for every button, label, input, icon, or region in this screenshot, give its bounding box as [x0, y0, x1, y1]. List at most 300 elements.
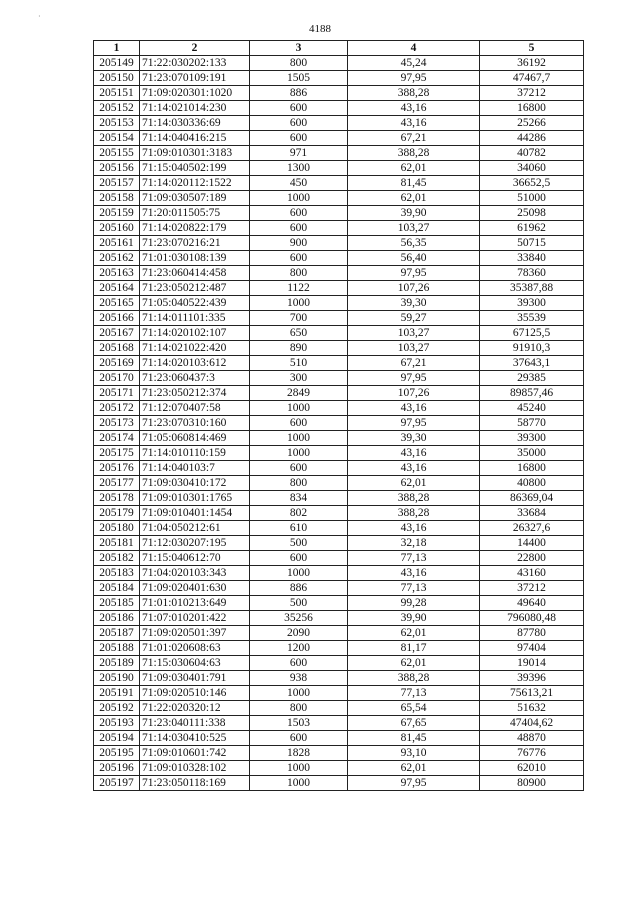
- rate-cell: 43,16: [348, 461, 480, 476]
- cadastral-number-cell: 71:23:060414:458: [140, 266, 250, 281]
- rate-cell: 97,95: [348, 776, 480, 791]
- cadastral-number-cell: 71:09:030401:791: [140, 671, 250, 686]
- row-number-cell: 205176: [94, 461, 140, 476]
- cadastral-number-cell: 71:12:070407:58: [140, 401, 250, 416]
- amount-cell: 796080,48: [480, 611, 584, 626]
- area-cell: 1503: [250, 716, 348, 731]
- amount-cell: 35539: [480, 311, 584, 326]
- cadastral-number-cell: 71:15:040502:199: [140, 161, 250, 176]
- cadastral-number-cell: 71:22:020320:12: [140, 701, 250, 716]
- table-row: [94, 386, 584, 401]
- area-cell: 610: [250, 521, 348, 536]
- rate-cell: 62,01: [348, 476, 480, 491]
- area-cell: 1122: [250, 281, 348, 296]
- rate-cell: 81,17: [348, 641, 480, 656]
- amount-cell: 97404: [480, 641, 584, 656]
- table-row: [94, 416, 584, 431]
- rate-cell: 43,16: [348, 521, 480, 536]
- cadastral-number-cell: 71:04:050212:61: [140, 521, 250, 536]
- cadastral-number-cell: 71:22:030202:133: [140, 56, 250, 71]
- rate-cell: 39,90: [348, 206, 480, 221]
- cadastral-number-cell: 71:14:020112:1522: [140, 176, 250, 191]
- table-row: [94, 371, 584, 386]
- area-cell: 600: [250, 221, 348, 236]
- table-row: [94, 266, 584, 281]
- rate-cell: 62,01: [348, 161, 480, 176]
- area-cell: 1000: [250, 191, 348, 206]
- area-cell: 1000: [250, 431, 348, 446]
- row-number-cell: 205184: [94, 581, 140, 596]
- area-cell: 600: [250, 551, 348, 566]
- amount-cell: 35000: [480, 446, 584, 461]
- area-cell: 600: [250, 101, 348, 116]
- table-row: [94, 446, 584, 461]
- area-cell: 1300: [250, 161, 348, 176]
- amount-cell: 48870: [480, 731, 584, 746]
- amount-cell: 33684: [480, 506, 584, 521]
- row-number-cell: 205150: [94, 71, 140, 86]
- row-number-cell: 205168: [94, 341, 140, 356]
- cadastral-number-cell: 71:14:020103:612: [140, 356, 250, 371]
- amount-cell: 39300: [480, 431, 584, 446]
- row-number-cell: 205190: [94, 671, 140, 686]
- cadastral-number-cell: 71:20:011505:75: [140, 206, 250, 221]
- amount-cell: 87780: [480, 626, 584, 641]
- table-row: [94, 776, 584, 791]
- table-row: [94, 401, 584, 416]
- cadastral-number-cell: 71:09:020510:146: [140, 686, 250, 701]
- area-cell: 35256: [250, 611, 348, 626]
- rate-cell: 99,28: [348, 596, 480, 611]
- rate-cell: 39,90: [348, 611, 480, 626]
- area-cell: 938: [250, 671, 348, 686]
- amount-cell: 37643,1: [480, 356, 584, 371]
- row-number-cell: 205160: [94, 221, 140, 236]
- rate-cell: 81,45: [348, 731, 480, 746]
- row-number-cell: 205189: [94, 656, 140, 671]
- table-row: [94, 71, 584, 86]
- area-cell: 1000: [250, 761, 348, 776]
- cadastral-number-cell: 71:14:010110:159: [140, 446, 250, 461]
- area-cell: 802: [250, 506, 348, 521]
- cadastral-number-cell: 71:23:040111:338: [140, 716, 250, 731]
- table-row: [94, 566, 584, 581]
- rate-cell: 388,28: [348, 146, 480, 161]
- area-cell: 886: [250, 86, 348, 101]
- amount-cell: 91910,3: [480, 341, 584, 356]
- area-cell: 600: [250, 251, 348, 266]
- table-row: [94, 341, 584, 356]
- cadastral-number-cell: 71:14:021022:420: [140, 341, 250, 356]
- amount-cell: 51632: [480, 701, 584, 716]
- table-row: [94, 296, 584, 311]
- rate-cell: 97,95: [348, 371, 480, 386]
- table-row: [94, 86, 584, 101]
- area-cell: 700: [250, 311, 348, 326]
- table-row: [94, 236, 584, 251]
- cadastral-number-cell: 71:14:040416:215: [140, 131, 250, 146]
- amount-cell: 78360: [480, 266, 584, 281]
- area-cell: 800: [250, 56, 348, 71]
- rate-cell: 56,40: [348, 251, 480, 266]
- cadastral-number-cell: 71:23:060437:3: [140, 371, 250, 386]
- row-number-cell: 205194: [94, 731, 140, 746]
- area-cell: 450: [250, 176, 348, 191]
- area-cell: 2849: [250, 386, 348, 401]
- cadastral-number-cell: 71:14:020822:179: [140, 221, 250, 236]
- area-cell: 886: [250, 581, 348, 596]
- row-number-cell: 205186: [94, 611, 140, 626]
- amount-cell: 43160: [480, 566, 584, 581]
- area-cell: 1828: [250, 746, 348, 761]
- area-cell: 600: [250, 206, 348, 221]
- area-cell: 1505: [250, 71, 348, 86]
- cadastral-number-cell: 71:23:070109:191: [140, 71, 250, 86]
- amount-cell: 25098: [480, 206, 584, 221]
- rate-cell: 43,16: [348, 401, 480, 416]
- amount-cell: 34060: [480, 161, 584, 176]
- row-number-cell: 205151: [94, 86, 140, 101]
- cadastral-number-cell: 71:14:030336:69: [140, 116, 250, 131]
- table-row: [94, 206, 584, 221]
- area-cell: 1000: [250, 401, 348, 416]
- amount-cell: 89857,46: [480, 386, 584, 401]
- area-cell: 971: [250, 146, 348, 161]
- cadastral-number-cell: 71:14:021014:230: [140, 101, 250, 116]
- amount-cell: 37212: [480, 581, 584, 596]
- row-number-cell: 205178: [94, 491, 140, 506]
- rate-cell: 67,21: [348, 131, 480, 146]
- rate-cell: 67,21: [348, 356, 480, 371]
- row-number-cell: 205156: [94, 161, 140, 176]
- amount-cell: 76776: [480, 746, 584, 761]
- area-cell: 800: [250, 701, 348, 716]
- area-cell: 1000: [250, 566, 348, 581]
- row-number-cell: 205158: [94, 191, 140, 206]
- amount-cell: 44286: [480, 131, 584, 146]
- row-number-cell: 205167: [94, 326, 140, 341]
- rate-cell: 77,13: [348, 686, 480, 701]
- area-cell: 900: [250, 236, 348, 251]
- table-row: [94, 101, 584, 116]
- area-cell: 1000: [250, 296, 348, 311]
- amount-cell: 58770: [480, 416, 584, 431]
- row-number-cell: 205185: [94, 596, 140, 611]
- amount-cell: 29385: [480, 371, 584, 386]
- row-number-cell: 205193: [94, 716, 140, 731]
- table-row: [94, 476, 584, 491]
- rate-cell: 77,13: [348, 551, 480, 566]
- row-number-cell: 205165: [94, 296, 140, 311]
- table-row: [94, 551, 584, 566]
- row-number-cell: 205171: [94, 386, 140, 401]
- data-table: [93, 40, 584, 791]
- row-number-cell: 205174: [94, 431, 140, 446]
- rate-cell: 107,26: [348, 281, 480, 296]
- rate-cell: 62,01: [348, 626, 480, 641]
- area-cell: 650: [250, 326, 348, 341]
- area-cell: 1000: [250, 686, 348, 701]
- table-row: [94, 716, 584, 731]
- column-header-5: 5: [480, 41, 584, 56]
- rate-cell: 32,18: [348, 536, 480, 551]
- cadastral-number-cell: 71:05:060814:469: [140, 431, 250, 446]
- row-number-cell: 205159: [94, 206, 140, 221]
- amount-cell: 16800: [480, 461, 584, 476]
- table-row: [94, 596, 584, 611]
- row-number-cell: 205172: [94, 401, 140, 416]
- table-row: [94, 191, 584, 206]
- row-number-cell: 205191: [94, 686, 140, 701]
- area-cell: 834: [250, 491, 348, 506]
- amount-cell: 67125,5: [480, 326, 584, 341]
- area-cell: 500: [250, 536, 348, 551]
- column-header-1: 1: [94, 41, 140, 56]
- area-cell: 800: [250, 476, 348, 491]
- table-row: [94, 356, 584, 371]
- row-number-cell: 205179: [94, 506, 140, 521]
- table-row: [94, 671, 584, 686]
- table-row: [94, 611, 584, 626]
- rate-cell: 388,28: [348, 671, 480, 686]
- amount-cell: 80900: [480, 776, 584, 791]
- area-cell: 890: [250, 341, 348, 356]
- amount-cell: 22800: [480, 551, 584, 566]
- table-row: [94, 131, 584, 146]
- amount-cell: 47467,7: [480, 71, 584, 86]
- table-row: [94, 146, 584, 161]
- amount-cell: 14400: [480, 536, 584, 551]
- row-number-cell: 205164: [94, 281, 140, 296]
- table-row: [94, 491, 584, 506]
- rate-cell: 67,65: [348, 716, 480, 731]
- rate-cell: 62,01: [348, 656, 480, 671]
- table-row: [94, 176, 584, 191]
- row-number-cell: 205197: [94, 776, 140, 791]
- cadastral-number-cell: 71:23:070216:21: [140, 236, 250, 251]
- row-number-cell: 205166: [94, 311, 140, 326]
- amount-cell: 86369,04: [480, 491, 584, 506]
- column-header-3: 3: [250, 41, 348, 56]
- area-cell: 600: [250, 731, 348, 746]
- table-row: [94, 701, 584, 716]
- amount-cell: 50715: [480, 236, 584, 251]
- rate-cell: 43,16: [348, 101, 480, 116]
- rate-cell: 103,27: [348, 341, 480, 356]
- table-row: [94, 626, 584, 641]
- rate-cell: 59,27: [348, 311, 480, 326]
- row-number-cell: 205196: [94, 761, 140, 776]
- table-row: [94, 731, 584, 746]
- row-number-cell: 205181: [94, 536, 140, 551]
- amount-cell: 25266: [480, 116, 584, 131]
- area-cell: 600: [250, 116, 348, 131]
- rate-cell: 107,26: [348, 386, 480, 401]
- rate-cell: 56,35: [348, 236, 480, 251]
- table-row: [94, 161, 584, 176]
- table-row: [94, 326, 584, 341]
- amount-cell: 62010: [480, 761, 584, 776]
- table-row: [94, 311, 584, 326]
- rate-cell: 77,13: [348, 581, 480, 596]
- table-row: [94, 686, 584, 701]
- row-number-cell: 205180: [94, 521, 140, 536]
- amount-cell: 36652,5: [480, 176, 584, 191]
- table-row: [94, 461, 584, 476]
- row-number-cell: 205175: [94, 446, 140, 461]
- rate-cell: 81,45: [348, 176, 480, 191]
- amount-cell: 61962: [480, 221, 584, 236]
- rate-cell: 39,30: [348, 296, 480, 311]
- cadastral-number-cell: 71:01:020608:63: [140, 641, 250, 656]
- table-row: [94, 506, 584, 521]
- cadastral-number-cell: 71:05:040522:439: [140, 296, 250, 311]
- rate-cell: 97,95: [348, 416, 480, 431]
- cadastral-number-cell: 71:15:040612:70: [140, 551, 250, 566]
- table-row: [94, 56, 584, 71]
- row-number-cell: 205170: [94, 371, 140, 386]
- area-cell: 800: [250, 266, 348, 281]
- cadastral-number-cell: 71:15:030604:63: [140, 656, 250, 671]
- cadastral-number-cell: 71:23:050212:374: [140, 386, 250, 401]
- cadastral-number-cell: 71:09:010601:742: [140, 746, 250, 761]
- area-cell: 600: [250, 656, 348, 671]
- amount-cell: 16800: [480, 101, 584, 116]
- table-row: [94, 746, 584, 761]
- rate-cell: 45,24: [348, 56, 480, 71]
- table-body: [94, 56, 584, 791]
- amount-cell: 26327,6: [480, 521, 584, 536]
- amount-cell: 36192: [480, 56, 584, 71]
- row-number-cell: 205169: [94, 356, 140, 371]
- cadastral-number-cell: 71:14:040103:7: [140, 461, 250, 476]
- row-number-cell: 205182: [94, 551, 140, 566]
- cadastral-number-cell: 71:01:010213:649: [140, 596, 250, 611]
- rate-cell: 97,95: [348, 266, 480, 281]
- rate-cell: 388,28: [348, 506, 480, 521]
- amount-cell: 39396: [480, 671, 584, 686]
- area-cell: 1200: [250, 641, 348, 656]
- row-number-cell: 205155: [94, 146, 140, 161]
- table-row: [94, 431, 584, 446]
- cadastral-number-cell: 71:09:020401:630: [140, 581, 250, 596]
- table-row: [94, 521, 584, 536]
- row-number-cell: 205177: [94, 476, 140, 491]
- cadastral-number-cell: 71:09:010328:102: [140, 761, 250, 776]
- rate-cell: 43,16: [348, 116, 480, 131]
- cadastral-number-cell: 71:09:010301:1765: [140, 491, 250, 506]
- row-number-cell: 205187: [94, 626, 140, 641]
- cadastral-number-cell: 71:23:050212:487: [140, 281, 250, 296]
- row-number-cell: 205188: [94, 641, 140, 656]
- cadastral-number-cell: 71:09:010401:1454: [140, 506, 250, 521]
- table-row: [94, 641, 584, 656]
- row-number-cell: 205149: [94, 56, 140, 71]
- area-cell: 300: [250, 371, 348, 386]
- rate-cell: 97,95: [348, 71, 480, 86]
- scan-mark: ·: [38, 12, 41, 21]
- column-header-4: 4: [348, 41, 480, 56]
- row-number-cell: 205163: [94, 266, 140, 281]
- row-number-cell: 205152: [94, 101, 140, 116]
- area-cell: 500: [250, 596, 348, 611]
- amount-cell: 40800: [480, 476, 584, 491]
- amount-cell: 35387,88: [480, 281, 584, 296]
- cadastral-number-cell: 71:23:070310:160: [140, 416, 250, 431]
- header-row: [94, 41, 584, 56]
- rate-cell: 39,30: [348, 431, 480, 446]
- table-row: [94, 251, 584, 266]
- cadastral-number-cell: 71:07:010201:422: [140, 611, 250, 626]
- table-row: [94, 536, 584, 551]
- area-cell: 600: [250, 416, 348, 431]
- area-cell: 510: [250, 356, 348, 371]
- row-number-cell: 205183: [94, 566, 140, 581]
- page-number: 4188: [309, 23, 331, 35]
- cadastral-number-cell: 71:09:020301:1020: [140, 86, 250, 101]
- cadastral-number-cell: 71:04:020103:343: [140, 566, 250, 581]
- cadastral-number-cell: 71:09:030410:172: [140, 476, 250, 491]
- row-number-cell: 205157: [94, 176, 140, 191]
- amount-cell: 39300: [480, 296, 584, 311]
- amount-cell: 45240: [480, 401, 584, 416]
- rate-cell: 43,16: [348, 566, 480, 581]
- rate-cell: 93,10: [348, 746, 480, 761]
- row-number-cell: 205154: [94, 131, 140, 146]
- cadastral-number-cell: 71:14:020102:107: [140, 326, 250, 341]
- area-cell: 600: [250, 131, 348, 146]
- rate-cell: 62,01: [348, 191, 480, 206]
- area-cell: 2090: [250, 626, 348, 641]
- amount-cell: 49640: [480, 596, 584, 611]
- amount-cell: 19014: [480, 656, 584, 671]
- cadastral-number-cell: 71:09:020501:397: [140, 626, 250, 641]
- amount-cell: 51000: [480, 191, 584, 206]
- rate-cell: 103,27: [348, 221, 480, 236]
- table-row: [94, 116, 584, 131]
- table-row: [94, 281, 584, 296]
- row-number-cell: 205161: [94, 236, 140, 251]
- rate-cell: 65,54: [348, 701, 480, 716]
- amount-cell: 33840: [480, 251, 584, 266]
- table-row: [94, 761, 584, 776]
- rate-cell: 103,27: [348, 326, 480, 341]
- rate-cell: 388,28: [348, 491, 480, 506]
- amount-cell: 75613,21: [480, 686, 584, 701]
- cadastral-number-cell: 71:01:030108:139: [140, 251, 250, 266]
- area-cell: 1000: [250, 776, 348, 791]
- row-number-cell: 205162: [94, 251, 140, 266]
- area-cell: 600: [250, 461, 348, 476]
- row-number-cell: 205192: [94, 701, 140, 716]
- amount-cell: 40782: [480, 146, 584, 161]
- cadastral-number-cell: 71:14:011101:335: [140, 311, 250, 326]
- row-number-cell: 205195: [94, 746, 140, 761]
- cadastral-number-cell: 71:23:050118:169: [140, 776, 250, 791]
- amount-cell: 37212: [480, 86, 584, 101]
- rate-cell: 388,28: [348, 86, 480, 101]
- column-header-2: 2: [140, 41, 250, 56]
- row-number-cell: 205173: [94, 416, 140, 431]
- cadastral-number-cell: 71:14:030410:525: [140, 731, 250, 746]
- cadastral-number-cell: 71:09:030507:189: [140, 191, 250, 206]
- rate-cell: 62,01: [348, 761, 480, 776]
- cadastral-number-cell: 71:09:010301:3183: [140, 146, 250, 161]
- rate-cell: 43,16: [348, 446, 480, 461]
- amount-cell: 47404,62: [480, 716, 584, 731]
- cadastral-number-cell: 71:12:030207:195: [140, 536, 250, 551]
- row-number-cell: 205153: [94, 116, 140, 131]
